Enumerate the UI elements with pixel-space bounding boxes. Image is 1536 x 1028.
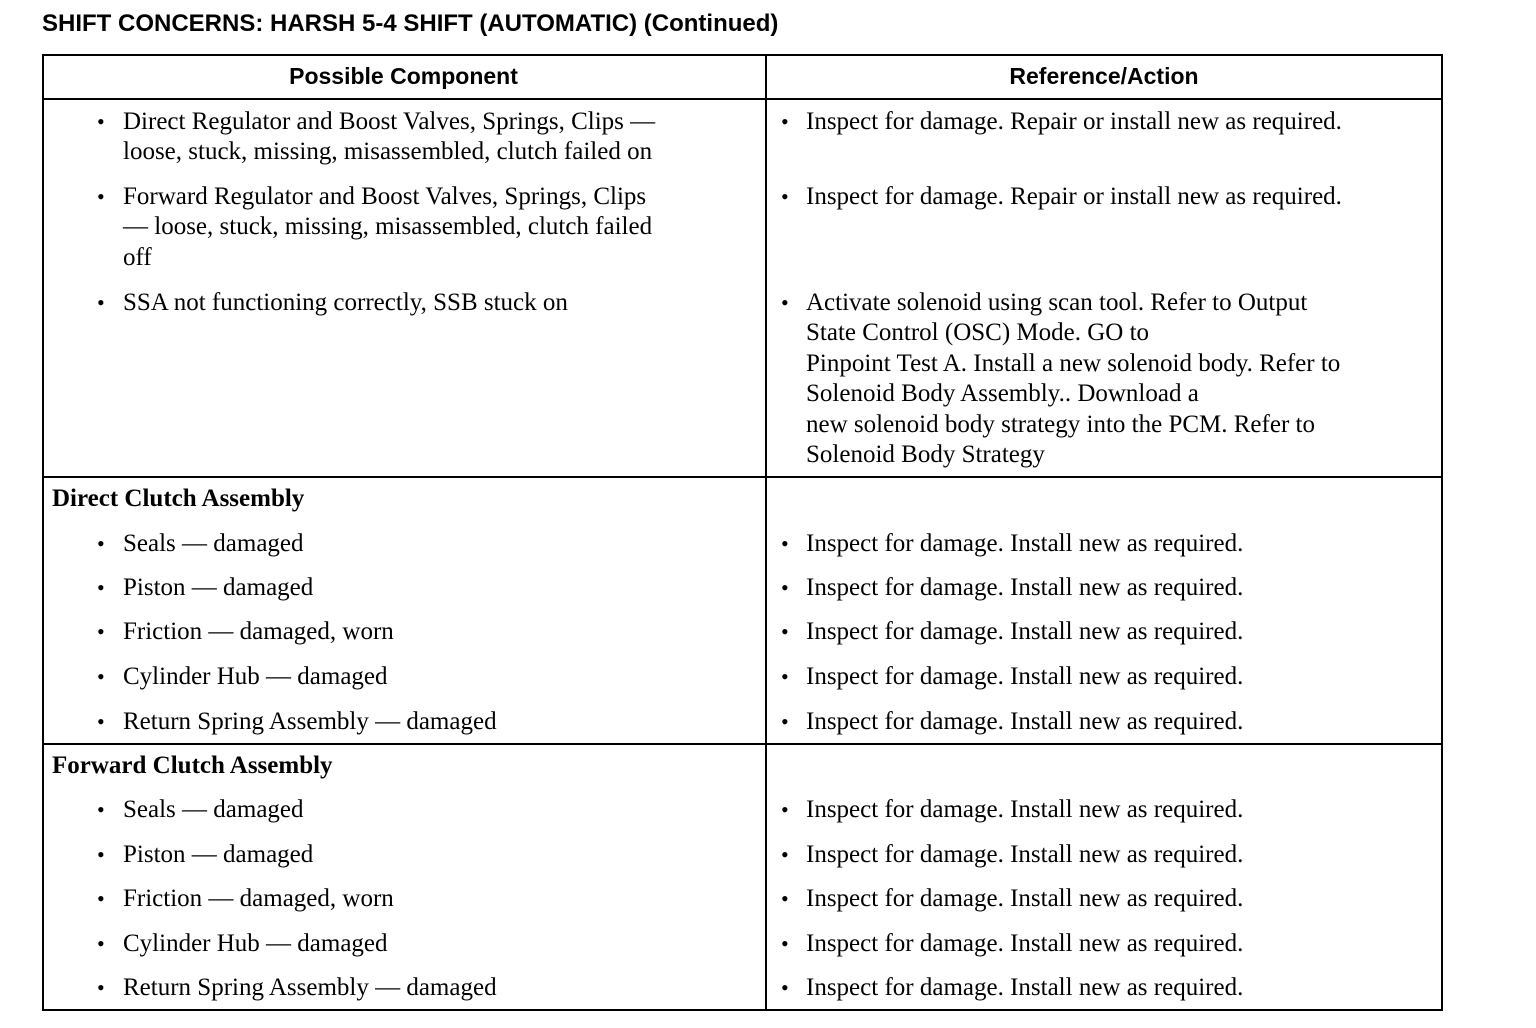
action-text: Activate solenoid using scan tool. Refer to Output State Control (OSC) Mode. GO to Pinpoint Test A. Install a new solenoid body. Refer to Solenoid Body Assembly.. Download a new solenoid body strategy into the PCM. Refer to Solenoid Body Strategy (806, 289, 1341, 469)
bullet-icon: • (781, 975, 789, 1000)
action-text: Inspect for damage. Repair or install new as required. (806, 108, 1342, 135)
bullet-icon: • (97, 709, 105, 734)
bullet-icon: • (781, 109, 789, 134)
action-text: Inspect for damage. Install new as required. (806, 974, 1244, 1001)
table-border-bottom (42, 1009, 1443, 1011)
action-text: Inspect for damage. Install new as required. (806, 618, 1244, 645)
bullet-icon: • (97, 886, 105, 911)
action-text: Inspect for damage. Install new as required. (806, 796, 1244, 823)
component-text: Seals — damaged (123, 530, 304, 557)
bullet-icon: • (781, 842, 789, 867)
bullet-icon: • (97, 931, 105, 956)
action-text: Inspect for damage. Install new as required. (806, 530, 1244, 557)
bullet-icon: • (97, 975, 105, 1000)
component-text: Return Spring Assembly — damaged (123, 974, 497, 1001)
component-text: Friction — damaged, worn (123, 885, 394, 912)
component-text: Return Spring Assembly — damaged (123, 708, 497, 735)
bullet-icon: • (97, 290, 105, 315)
concerns-table (42, 54, 1443, 1011)
bullet-icon: • (781, 886, 789, 911)
section-heading: Direct Clutch Assembly (52, 485, 305, 512)
action-text: Inspect for damage. Install new as required. (806, 574, 1244, 601)
bullet-icon: • (97, 184, 105, 209)
component-text: SSA not functioning correctly, SSB stuck on (123, 289, 568, 316)
component-text: Seals — damaged (123, 796, 304, 823)
page-title: SHIFT CONCERNS: HARSH 5-4 SHIFT (AUTOMATIC) (Continued) (42, 10, 779, 37)
action-text: Inspect for damage. Install new as required. (806, 885, 1244, 912)
component-text: Cylinder Hub — damaged (123, 930, 388, 957)
bullet-icon: • (97, 619, 105, 644)
component-text: Piston — damaged (123, 574, 314, 601)
component-text: Forward Regulator and Boost Valves, Springs, Clips — loose, stuck, missing, misassembled, clutch failed off (123, 183, 653, 271)
component-text: Friction — damaged, worn (123, 618, 394, 645)
bullet-icon: • (97, 575, 105, 600)
row-divider (42, 476, 1443, 478)
action-text: Inspect for damage. Install new as required. (806, 663, 1244, 690)
column-divider (765, 54, 767, 1011)
bullet-icon: • (781, 575, 789, 600)
bullet-icon: • (97, 531, 105, 556)
bullet-icon: • (781, 931, 789, 956)
bullet-icon: • (97, 842, 105, 867)
bullet-icon: • (781, 664, 789, 689)
bullet-icon: • (97, 797, 105, 822)
table-border-left (42, 54, 44, 1011)
component-text: Piston — damaged (123, 841, 314, 868)
section-heading: Forward Clutch Assembly (52, 752, 333, 779)
component-text: Cylinder Hub — damaged (123, 663, 388, 690)
bullet-icon: • (781, 709, 789, 734)
bullet-icon: • (781, 531, 789, 556)
bullet-icon: • (97, 109, 105, 134)
bullet-icon: • (781, 797, 789, 822)
table-border-right (1441, 54, 1443, 1011)
action-text: Inspect for damage. Repair or install new as required. (806, 183, 1342, 210)
bullet-icon: • (97, 664, 105, 689)
bullet-icon: • (781, 184, 789, 209)
bullet-icon: • (781, 290, 789, 315)
row-divider (42, 743, 1443, 745)
header-divider (42, 98, 1443, 100)
component-text: Direct Regulator and Boost Valves, Springs, Clips — loose, stuck, missing, misassembled, clutch failed on (123, 108, 656, 166)
header-possible-component: Possible Component (289, 63, 518, 89)
action-text: Inspect for damage. Install new as required. (806, 841, 1244, 868)
header-reference-action: Reference/Action (1009, 63, 1199, 89)
action-text: Inspect for damage. Install new as required. (806, 708, 1244, 735)
bullet-icon: • (781, 619, 789, 644)
action-text: Inspect for damage. Install new as required. (806, 930, 1244, 957)
